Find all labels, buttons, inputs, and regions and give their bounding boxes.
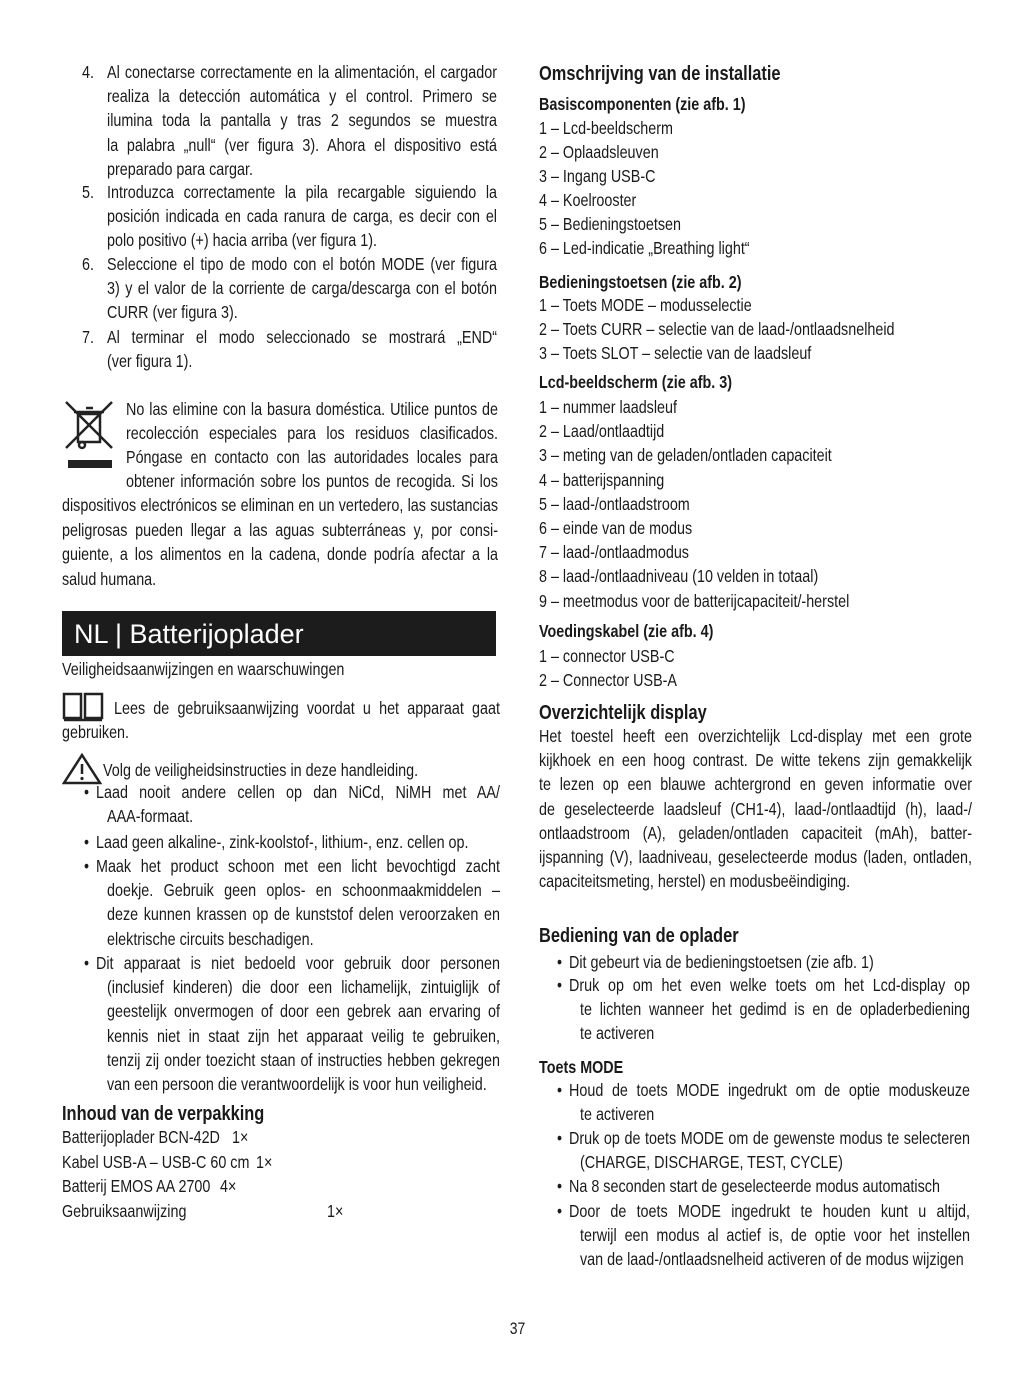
display-text: ontlaadstroom (A), geladen/ontladen capaciteit (mAh), batter- — [539, 822, 972, 843]
bullet-dot: • — [557, 1176, 563, 1196]
mode-bullet-text: (CHARGE, DISCHARGE, TEST, CYCLE) — [580, 1152, 843, 1173]
operation-heading: Bediening van de oplader — [539, 925, 739, 947]
page-number: 37 — [509, 1319, 526, 1338]
safety-bullet-text: Dit apparaat is niet bedoeld voor gebruik door personen — [96, 953, 500, 973]
lcd-item: 9 – meetmodus voor de batterijcapaciteit/-herstel — [539, 590, 850, 611]
disposal-text: dispositivos electrónicos se eliminan en un vertedero, las sustancias — [62, 495, 498, 515]
step-line: Introduzca correctamente la pila recargable siguiendo la — [107, 182, 497, 202]
lcd-item: 1 – nummer laadsleuf — [539, 397, 678, 417]
step-line: realiza la detección automática y el control. Primero se — [107, 86, 497, 107]
package-qty: 4× — [220, 1176, 237, 1196]
lcd-item: 2 – Laad/ontlaadtijd — [539, 421, 665, 442]
disposal-text: guiente, a los alimentos en la cadena, donde podría afectar a la — [62, 544, 498, 564]
lcd-item: 8 – laad-/ontlaadniveau (10 velden in totaal) — [539, 566, 819, 587]
bullet-dot: • — [557, 975, 563, 995]
mode-bullet-text: Houd de toets MODE ingedrukt om de optie moduskeuze — [569, 1080, 970, 1100]
mode-bullet-text: Druk op de toets MODE om de gewenste modus te selecteren — [569, 1128, 970, 1148]
safety-bullet-text: AAA-formaat. — [107, 806, 194, 827]
bullet-dot: • — [84, 953, 90, 973]
display-text: te lezen op een blauwe achtergrond en geven informatie over — [539, 774, 972, 795]
step-number: 6. — [82, 254, 94, 274]
step-line: Al conectarse correctamente en la alimentación, el cargador — [107, 62, 497, 82]
mode-bullet-text: Na 8 seconden start de geselecteerde modus automatisch — [569, 1176, 940, 1196]
basis-item: 2 – Oplaadsleuven — [539, 142, 659, 162]
warning-instruction: Volg de veiligheidsinstructies in deze handleiding. — [103, 760, 419, 780]
step-line: (ver figura 1). — [107, 351, 193, 371]
step-line: CURR (ver figura 3). — [107, 302, 238, 322]
lcd-item: 3 – meting van de geladen/ontladen capaciteit — [539, 445, 832, 466]
lcd-item: 6 – einde van de modus — [539, 518, 693, 538]
display-heading: Overzichtelijk display — [539, 702, 707, 724]
safety-bullet-text: doekje. Gebruik geen oplos- en schoonmaakmiddelen – — [107, 880, 500, 901]
step-line: 3) y el valor de la corriente de carga/descarga con el botón — [107, 278, 497, 298]
mode-bullet-text: te activeren — [580, 1104, 655, 1125]
basis-item: 6 – Led-indicatie „Breathing light“ — [539, 238, 750, 258]
cable-item: 1 – connector USB-C — [539, 646, 675, 666]
step-number: 5. — [82, 182, 94, 202]
display-text: capaciteitsmeting, herstel) en modusbeëindiging. — [539, 871, 851, 892]
package-qty: 1× — [327, 1200, 344, 1221]
bullet-dot: • — [84, 856, 90, 876]
safety-bullet-text: Laad nooit andere cellen op dan NiCd, NiMH met AA/ — [96, 782, 500, 802]
operation-bullet-text: Dit gebeurt via de bedieningstoetsen (zie afb. 1) — [569, 952, 874, 972]
bullet-dot: • — [84, 782, 90, 802]
section-title: Omschrijving van de installatie — [539, 63, 781, 85]
mode-bullet-text: Door de toets MODE ingedrukt te houden kunt u altijd, — [569, 1201, 970, 1221]
operation-bullet-text: Druk op om het even welke toets om het Lcd-display op — [569, 975, 970, 995]
basis-item: 4 – Koelrooster — [539, 190, 637, 210]
step-line: Seleccione el tipo de modo con el botón MODE (ver figura — [107, 254, 497, 274]
lcd-item: 4 – batterijspanning — [539, 469, 665, 490]
lcd-heading: Lcd-beeldscherm (zie afb. 3) — [539, 372, 732, 392]
keys-heading: Bedieningstoetsen (zie afb. 2) — [539, 272, 742, 292]
manual-instruction: Lees de gebruiksaanwijzing voordat u het apparaat gaat — [114, 698, 500, 718]
step-line: Al terminar el modo seleccionado se mostrará „END“ — [107, 327, 497, 347]
bullet-dot: • — [84, 832, 90, 852]
disposal-text: Póngase en contacto con las autoridades locales para — [126, 447, 498, 467]
section-banner — [62, 611, 496, 656]
disposal-text: recolección especiales para los residuos clasificados. — [126, 423, 498, 443]
safety-bullet-text: van een persoon die verantwoordelijk is voor hun veiligheid. — [107, 1074, 487, 1094]
lcd-item: 7 – laad-/ontlaadmodus — [539, 542, 689, 563]
mode-bullet-text: terwijl een modus al actief is, de optie voor het instellen — [580, 1225, 970, 1246]
manual-instruction: gebruiken. — [62, 722, 130, 742]
display-text: Het toestel heeft een overzichtelijk Lcd-display met een grote — [539, 726, 972, 746]
bullet-dot: • — [557, 1080, 563, 1100]
keys-item: 1 – Toets MODE – modusselectie — [539, 295, 752, 315]
banner-title: NL | Batterijoplader — [74, 619, 304, 649]
disposal-text: obtener información sobre los puntos de recogida. Si los — [126, 471, 498, 491]
basis-item: 5 – Bedieningstoetsen — [539, 214, 682, 234]
operation-bullet-text: te lichten wanneer het gedimd is en de opladerbediening — [580, 999, 970, 1020]
safety-bullet-text: tenzij zij onder toezicht staan of instructies hebben gekregen — [107, 1049, 500, 1070]
safety-bullet-text: Laad geen alkaline-, zink-koolstof-, lithium-, enz. cellen op. — [96, 832, 469, 852]
safety-bullet-text: elektrische circuits beschadigen. — [107, 928, 314, 949]
manual-book-icon — [62, 692, 104, 722]
bullet-dot: • — [557, 1128, 563, 1148]
lcd-item: 5 – laad-/ontlaadstroom — [539, 493, 690, 514]
package-qty: 1× — [256, 1151, 273, 1172]
package-item: Gebruiksaanwijzing — [62, 1200, 187, 1221]
disposal-text: peligrosas pueden llegar a las aguas subterráneas y, por consi- — [62, 520, 498, 540]
mode-bullet-text: van de laad-/ontlaadsnelheid activeren of de modus wijzigen — [580, 1249, 964, 1270]
basis-item: 3 – Ingang USB-C — [539, 166, 656, 186]
step-line: posición indicada en cada ranura de carga, es decir con el — [107, 206, 497, 227]
package-item: Batterijoplader BCN-42D — [62, 1127, 220, 1147]
basis-heading: Basiscomponenten (zie afb. 1) — [539, 94, 746, 114]
package-item: Batterij EMOS AA 2700 — [62, 1176, 211, 1196]
step-number: 7. — [82, 327, 94, 347]
crossed-bin-icon — [62, 398, 118, 470]
step-line: la palabra „null“ (ver figura 3). Ahora el dispositivo está — [107, 134, 497, 155]
disposal-text: No las elimine con la basura doméstica. Utilice puntos de — [126, 399, 498, 419]
step-line: polo positivo (+) hacia arriba (ver figura 1). — [107, 230, 377, 251]
display-text: de geselecteerde laadsleuf (CH1-4), laad-/ontlaadtijd (h), laad-/ — [539, 798, 972, 819]
package-qty: 1× — [232, 1127, 249, 1147]
step-line: preparado para cargar. — [107, 158, 253, 179]
display-text: ijspanning (V), laadniveau, geselecteerde modus (laden, ontladen, — [539, 847, 972, 867]
safety-bullet-text: kennis niet in staat zijn het apparaat veilig te gebruiken, — [107, 1025, 500, 1046]
keys-item: 2 – Toets CURR – selectie van de laad-/ontlaadsnelheid — [539, 319, 895, 339]
mode-heading: Toets MODE — [539, 1057, 624, 1077]
safety-bullet-text: geestelijk onvermogen of door een gebrek aan ervaring of — [107, 1001, 500, 1022]
safety-heading: Veiligheidsaanwijzingen en waarschuwingen — [62, 659, 345, 679]
disposal-text: salud humana. — [62, 569, 157, 589]
display-text: kijkhoek en een hoog contrast. De witte tekens zijn gemakkelijk — [539, 750, 972, 771]
safety-bullet-text: deze kunnen krassen op de kunststof delen veroorzaken en — [107, 904, 500, 925]
safety-bullet-text: Maak het product schoon met een licht bevochtigd zacht — [96, 856, 500, 876]
keys-item: 3 – Toets SLOT – selectie van de laadsleuf — [539, 343, 812, 363]
bullet-dot: • — [557, 952, 563, 972]
package-item: Kabel USB-A – USB-C 60 cm — [62, 1151, 250, 1172]
step-number: 4. — [82, 62, 94, 82]
bullet-dot: • — [557, 1201, 563, 1221]
warning-triangle-icon — [62, 753, 102, 785]
package-heading: Inhoud van de verpakking — [62, 1103, 265, 1125]
step-line: ilumina toda la pantalla y tras 2 segundos se muestra — [107, 110, 497, 131]
basis-item: 1 – Lcd-beeldscherm — [539, 118, 674, 138]
operation-bullet-text: te activeren — [580, 1023, 655, 1044]
cable-item: 2 – Connector USB-A — [539, 670, 677, 690]
cable-heading: Voedingskabel (zie afb. 4) — [539, 621, 714, 641]
safety-bullet-text: (inclusief kinderen) die door een lichamelijk, zintuiglijk of — [107, 977, 500, 998]
